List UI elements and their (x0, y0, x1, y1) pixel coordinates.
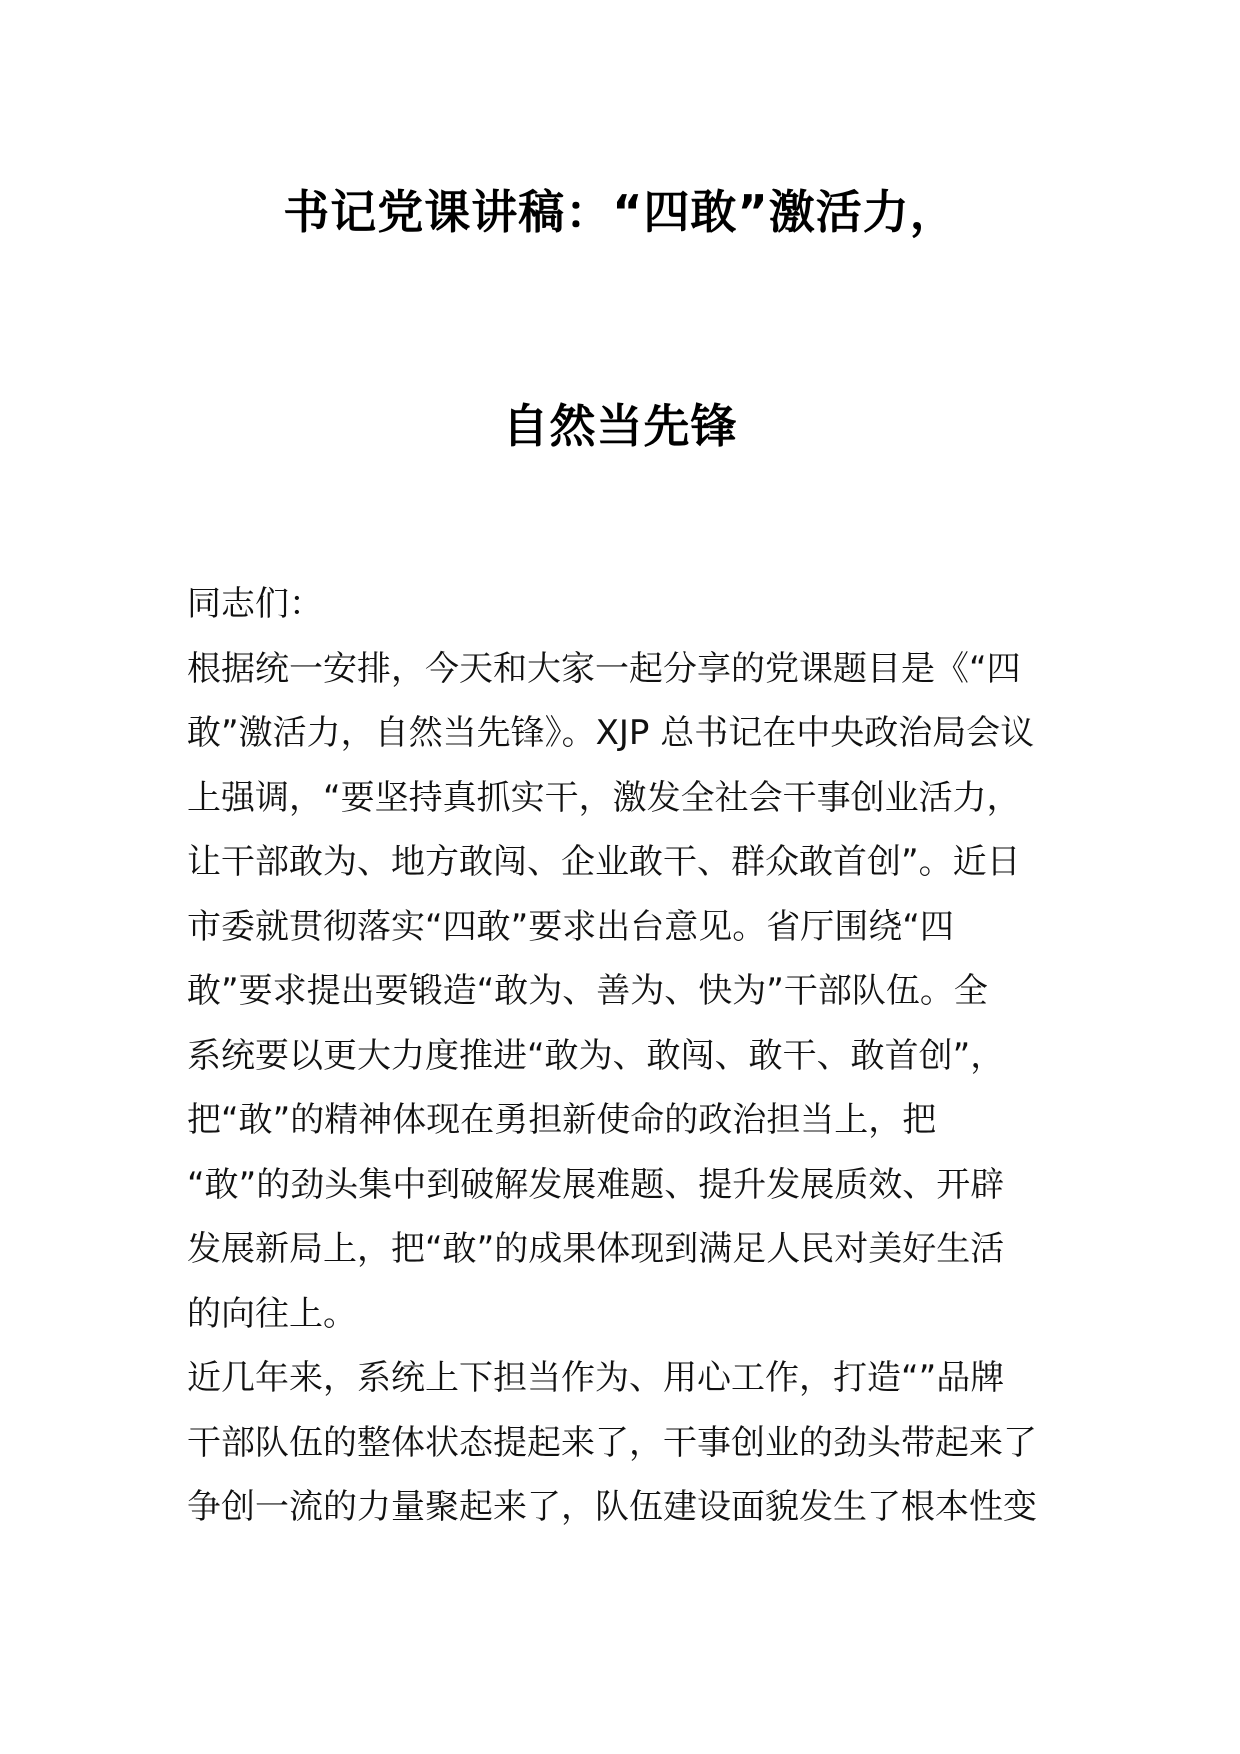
body-line: “敢”的劲头集中到破解发展难题、提升发展质效、开辟 (187, 1164, 1005, 1205)
body-line: 让干部敢为、地方敢闯、企业敢干、群众敢首创”。近日 (187, 842, 1021, 882)
body-line: 干部队伍的整体状态提起来了，干事创业的劲头带起来了 (187, 1422, 1037, 1463)
body-line: 的向往上。 (187, 1293, 357, 1334)
document-body (187, 572, 1057, 1540)
salutation: 同志们： (187, 584, 323, 624)
body-line: 上强调，“要坚持真抓实干，激发全社会干事创业活力， (187, 777, 1021, 818)
document-title-line-2: 自然当先锋 (502, 399, 738, 453)
body-line: 近几年来，系统上下担当作为、用心工作，打造“”品牌 (187, 1358, 1005, 1398)
body-line: 争创一流的力量聚起来了，队伍建设面貌发生了根本性变 (187, 1487, 1037, 1527)
document-title-line-1: 书记党课讲稿：“四敢”激活力， (283, 185, 957, 239)
body-line: 系统要以更大力度推进“敢为、敢闯、敢干、敢首创”， (187, 1035, 1005, 1076)
body-line: 敢”激活力，自然当先锋》。XJP 总书记在中央政治局会议 (187, 713, 1035, 753)
body-line: 发展新局上，把“敢”的成果体现到满足人民对美好生活 (187, 1229, 1005, 1269)
body-line: 市委就贯彻落实“四敢”要求出台意见。省厅围绕“四 (187, 906, 954, 947)
body-line: 敢”要求提出要锻造“敢为、善为、快为”干部队伍。全 (187, 971, 988, 1011)
body-line: 根据统一安排，今天和大家一起分享的党课题目是《“四 (187, 648, 1021, 689)
body-line: 把“敢”的精神体现在勇担新使命的政治担当上，把 (187, 1100, 937, 1140)
